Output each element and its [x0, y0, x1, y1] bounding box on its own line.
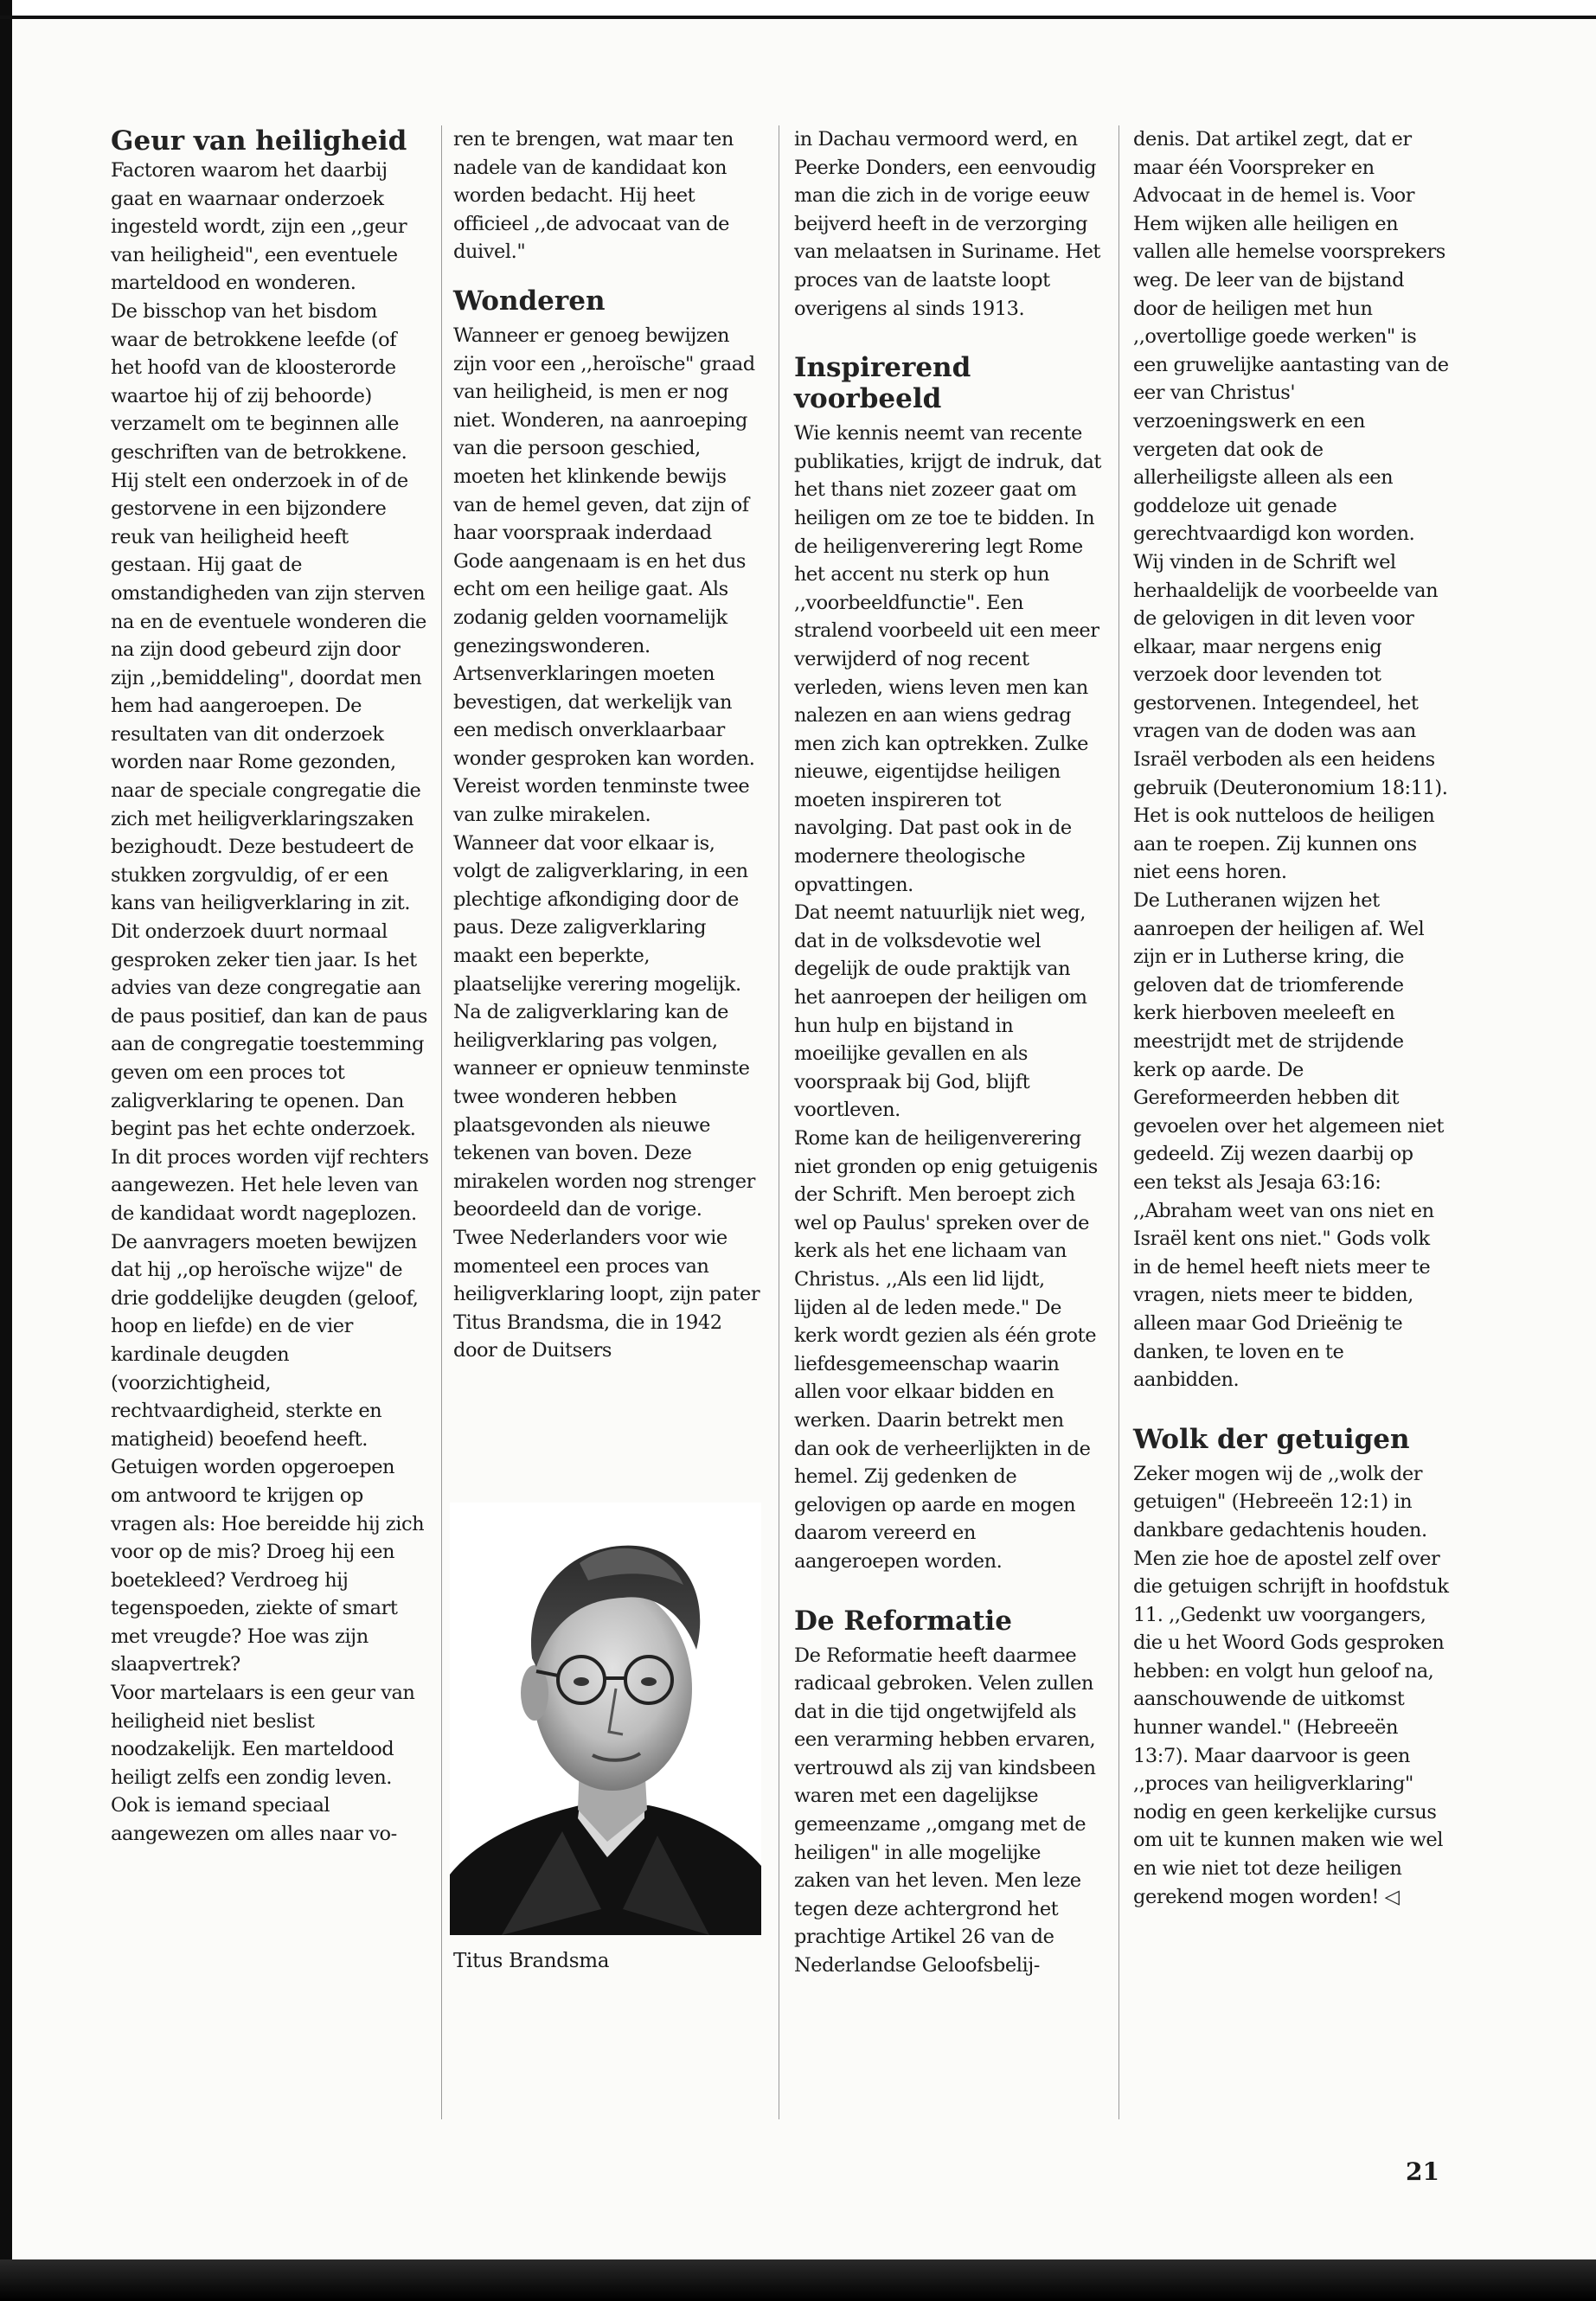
- paragraph: Getuigen worden opgeroepen om antwoord te krijgen op vragen als: Hoe bereidde hij zich voor op de mis? Droeg hij een boetekleed? Verdroeg hij tegenspoeden, ziekte of smart met vreugde? Hoe was zijn slaapvertrek?: [111, 1456, 425, 1676]
- paragraph: De Reformatie heeft daarmee radicaal gebroken. Velen zullen dat in die tijd ongetwijfeld als een verarming hebben ervaren, vertrouwd als zij van kindsbeen waren met een dagelijkse gemeenzame ,,omgang met de heiligen" in alle mogelijke zaken van het leven. Men leze tegen deze achtergrond het prachtige Artikel 26 van de Nederlandse Geloofsbelij-: [794, 1644, 1096, 1977]
- paragraph: denis. Dat artikel zegt, dat er maar één Voorspreker en Advocaat in de hemel is. Voor Hem wijken alle heiligen en vallen alle hemelse voorsprekers weg. De leer van de bijstand door de heiligen met hun ,,overtollige goede werken" is een gruwelijke aantasting van de eer van Christus' verzoeningswerk en een vergeten dat ook de allerheiligste alleen als een goddeloze uit genade gerechtvaardigd kon worden.: [1133, 128, 1449, 546]
- column-divider: [441, 125, 442, 2119]
- paragraph: in Dachau vermoord werd, en Peerke Donders, een eenvoudig man die zich in de vorige eeuw beijverd heeft in de verzorging van melaatsen in Suriname. Het proces van de laatste loopt overigens al sinds 1913.: [794, 128, 1101, 320]
- scan-border-left: [0, 0, 12, 2301]
- heading-wonderen: Wonderen: [453, 285, 606, 317]
- paragraph: Wanneer dat voor elkaar is, volgt de zaligverklaring, in een plechtige afkondiging door de paus. Deze zaligverklaring maakt een beperkte, plaatselijke verering mogelijk. Na de zaligverklaring kan de heiligverklaring pas volgen, wanneer er opnieuw tenminste twee wonderen hebben plaatsgevonden als nieuwe tekenen van boven. Deze mirakelen worden nog strenger beoordeeld dan de vorige.: [453, 831, 755, 1221]
- paragraph: In dit proces worden vijf rechters aangewezen. Het hele leven van de kandidaat wordt nageplozen. De aanvragers moeten bewijzen dat hij ,,op heroïsche wijze" de drie goddelijke deugden (geloof, hoop en liefde) en de vier kardinale deugden (voorzichtigheid, rechtvaardigheid, sterkte en matigheid) beoefend heeft.: [111, 1145, 429, 1451]
- paragraph: Factoren waarom het daarbij gaat en waarnaar onderzoek ingesteld wordt, zijn een ,,geur van heiligheid", een eventuele marteldood en wonderen.: [111, 159, 407, 295]
- heading-inspirerend-voorbeeld: Inspirerend voorbeeld: [794, 352, 971, 415]
- page-number: 21: [1406, 2157, 1439, 2186]
- column-1: [111, 125, 429, 1849]
- paragraph: De bisschop van het bisdom waar de betrokkene leefde (of het hoofd van de kloosterorde waartoe hij of zij behoorde) verzamelt om te beginnen alle geschriften van de betrokkene. Hij stelt een onderzoek in of de gestorvene in een bijzondere reuk van heiligheid heeft gestaan. Hij gaat de omstandigheden van zijn sterven na en de eventuele wonderen die na zijn dood gebeurd zijn door zijn ,,bemiddeling", doordat men hem had aangeroepen. De resultaten van dit onderzoek worden naar Rome gezonden, naar de speciale congregatie die zich met heiligverklaringszaken bezighoudt. Deze bestudeert de stukken zorgvuldig, of er een kans van heiligverklaring in zit. Dit onderzoek duurt normaal gesproken zeker tien jaar. Is het advies van deze congregatie aan de paus positief, dan kan de paus aan de congregatie toestemming geven om een proces tot zaligverklaring te openen. Dan begint pas het echte onderzoek.: [111, 299, 427, 1141]
- paragraph: Twee Nederlanders voor wie momenteel een proces van heiligverklaring loopt, zijn pater Titus Brandsma, die in 1942 door de Duitsers: [453, 1226, 760, 1362]
- paragraph: Ook is iemand speciaal aangewezen om alles naar vo-: [111, 1794, 397, 1846]
- paragraph: Wij vinden in de Schrift wel herhaaldelijk de voorbeelde van de gelovigen in dit leven voor elkaar, maar nergens enig verzoek door levenden tot gestorvenen. Integendeel, het vragen van de doden was aan Israël verboden als een heidens gebruik (Deuteronomium 18:11). Het is ook nutteloos de heiligen aan te roepen. Zij kunnen ons niet eens horen.: [1133, 550, 1448, 884]
- paragraph: Dat neemt natuurlijk niet weg, dat in de volksdevotie wel degelijk de oude praktijk van het aanroepen der heiligen om hun hulp en bijstand in moeilijke gevallen en als voorspraak bij God, blijft voortleven.: [794, 901, 1087, 1122]
- photo-caption: Titus Brandsma: [453, 1950, 610, 1972]
- paragraph: De Lutheranen wijzen het aanroepen der heiligen af. Wel zijn er in Lutherse kring, die geloven dat de triomferende kerk hierboven meeleeft en meestrijdt met de strijdende kerk op aarde. De Gereformeerden hebben dit gevoelen over het algemeen niet gedeeld. Zij wezen daarbij op een tekst als Jesaja 63:16: ,,Abraham weet van ons niet en Israël kent ons niet." Gods volk in de hemel heeft niets meer te vragen, niets meer te bidden, alleen maar God Drieënig te danken, te loven en te aanbidden.: [1133, 889, 1444, 1392]
- column-2: [453, 125, 760, 1365]
- scan-border-bottom: [0, 2259, 1596, 2301]
- paragraph: Zeker mogen wij de ,,wolk der getuigen" (Hebreeën 12:1) in dankbare gedachtenis houden. Men zie hoe de apostel zelf over die getuigen schrijft in hoofdstuk 11. ,,Gedenkt uw voorgangers, die u het Woord Gods gesproken hebben: en volgt hun geloof na, aanschouwende de uitkomst hunner wandel." (Hebreeën 13:7). Maar daarvoor is geen ,,proces van heiligverklaring" nodig en geen kerkelijke cursus om uit te kunnen maken wie wel en wie niet tot deze heiligen gerekend mogen worden! ◁: [1133, 1462, 1449, 1908]
- heading-wolk-der-getuigen: Wolk der getuigen: [1133, 1423, 1410, 1455]
- portrait-titus-brandsma: [450, 1503, 761, 1935]
- paragraph: Voor martelaars is een geur van heiligheid niet beslist noodzakelijk. Een marteldood heiligt zelfs een zondig leven.: [111, 1682, 415, 1789]
- paragraph: Wie kennis neemt van recente publikaties, krijgt de indruk, dat het thans niet zozeer gaat om heiligen om ze toe te bidden. In de heiligenverering legt Rome het accent nu sterk op hun ,,voorbeeldfunctie". Een stralend voorbeeld uit een meer verwijderd of nog recent verleden, wiens leven men kan nalezen en aan wiens gedrag men zich kan optrekken. Zulke nieuwe, eigentijdse heiligen moeten inspireren tot navolging. Dat past ook in de modernere theologische opvattingen.: [794, 422, 1102, 896]
- column-4: [1133, 125, 1452, 1911]
- portrait-image: [450, 1503, 761, 1935]
- heading-de-reformatie: De Reformatie: [794, 1605, 1012, 1637]
- column-divider: [1118, 125, 1119, 2119]
- heading-geur-van-heiligheid: Geur van heiligheid: [111, 125, 407, 157]
- column-3: [794, 125, 1101, 1980]
- paragraph: ren te brengen, wat maar ten nadele van de kandidaat kon worden bedacht. Hij heet officieel ,,de advocaat van de duivel.": [453, 128, 734, 264]
- paragraph: Wanneer er genoeg bewijzen zijn voor een ,,heroïsche" graad van heiligheid, is men er nog niet. Wonderen, na aanroeping van die persoon geschied, moeten het klinkende bewijs van de hemel geven, dat zijn of haar voorspraak inderdaad Gode aangenaam is en het dus echt om een heilige gaat. Als zodanig gelden voornamelijk genezingswonderen. Artsenverklaringen moeten bevestigen, dat werkelijk van een medisch onverklaarbaar wonder gesproken kan worden. Vereist worden tenminste twee van zulke mirakelen.: [453, 324, 755, 827]
- paragraph: Rome kan de heiligenverering niet gronden op enig getuigenis der Schrift. Men beroept zich wel op Paulus' spreken over de kerk als het ene lichaam van Christus. ,,Als een lid lijdt, lijden al de leden mede." De kerk wordt gezien als één grote liefdesgemeenschap waarin allen voor elkaar bidden en werken. Daarin betrekt men dan ook de verheerlijkten in de hemel. Zij gedenken de gelovigen op aarde en mogen daarom vereerd en aangeroepen worden.: [794, 1127, 1098, 1573]
